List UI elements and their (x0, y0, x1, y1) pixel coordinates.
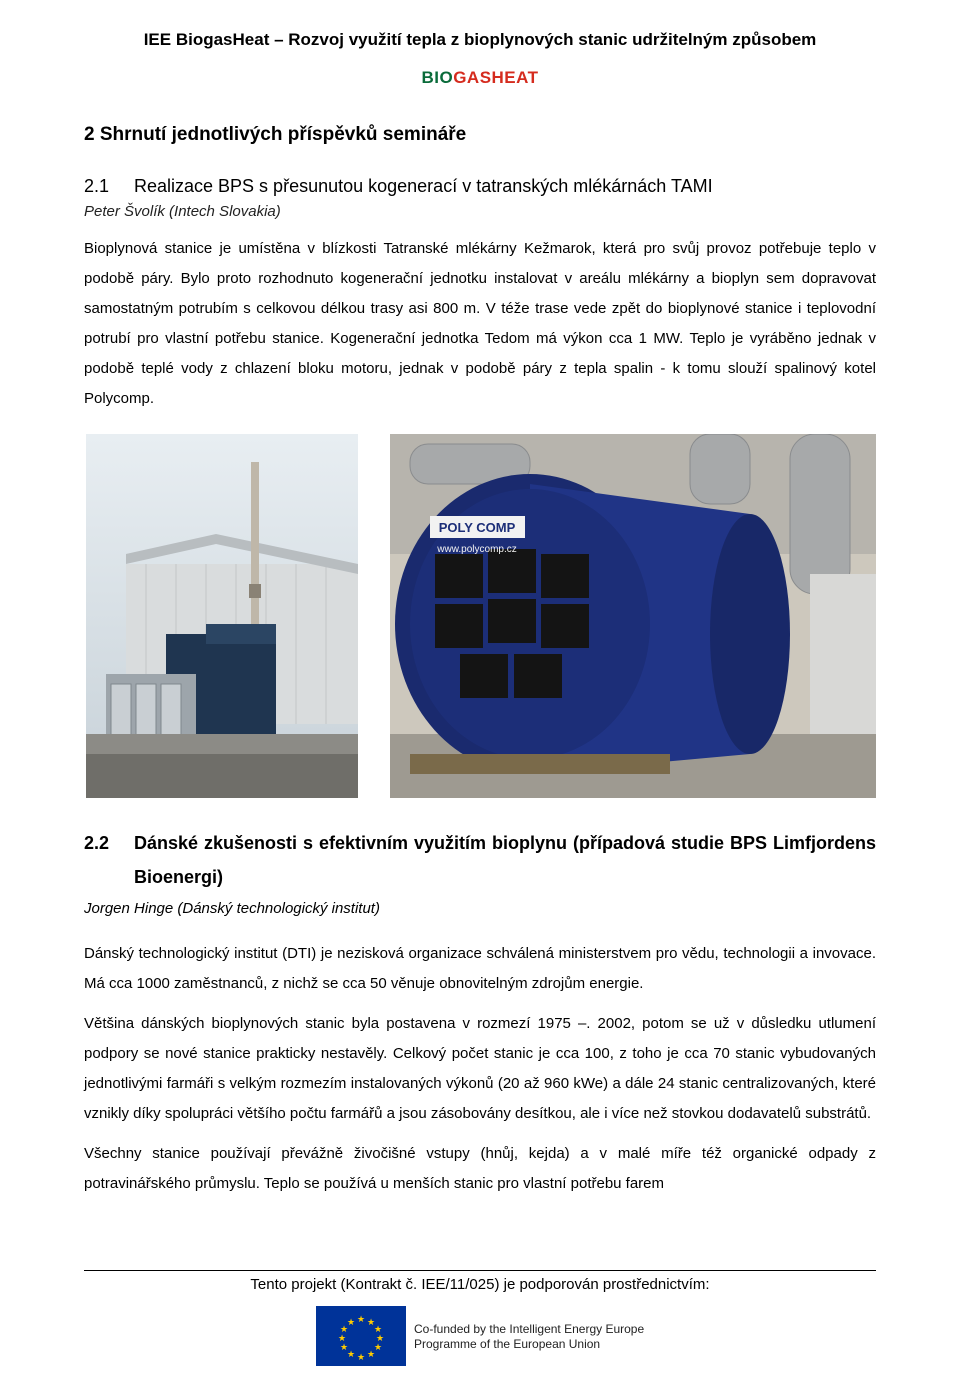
biogasheat-logo (0, 68, 960, 88)
boiler-illustration (390, 434, 876, 798)
svg-text:★: ★ (356, 1315, 366, 1325)
paragraph: Všechny stanice používají převážně živočišné vstupy (hnůj, kejda) a v malé míře též organické odpady z potravinářského průmyslu. Teplo se používá u menších stanic pro vlastní potřebu farem (84, 1145, 876, 1192)
author: Jorgen Hinge (Dánský technologický institut) (84, 900, 380, 917)
logo-part-2: GAS (453, 68, 492, 87)
svg-text:★: ★ (356, 1353, 366, 1363)
svg-text:★: ★ (346, 1318, 356, 1328)
svg-text:★: ★ (373, 1343, 383, 1353)
svg-text:★: ★ (339, 1343, 349, 1353)
subsection-2-2-heading (84, 826, 876, 894)
svg-text:★: ★ (337, 1334, 347, 1344)
eu-funding-text (414, 1322, 644, 1352)
svg-text:★: ★ (375, 1334, 385, 1344)
svg-text:★: ★ (346, 1350, 356, 1360)
footer-text: Tento projekt (Kontrakt č. IEE/11/025) je podporován prostřednictvím: (250, 1276, 710, 1293)
svg-text:★: ★ (366, 1350, 376, 1360)
svg-text:★: ★ (373, 1325, 383, 1335)
page-header: IEE BiogasHeat – Rozvoj využití tepla z bioplynových stanic udržitelným způsobem (143, 30, 817, 49)
paragraph: Většina dánských bioplynových stanic byla postavena v rozmezí 1975 –. 2002, potom se už v důsledku utlumení podpory se nové stanice prakticky nestavěly. Celkový počet stanic je cca 100, z toho je cca 70 stanic vybudovaných jednotlivými farmáři s velkým rozmezím instalovaných výkonů (20 až 960 kWe) a dále 24 stanic centralizovaných, které vznikly díky spolupráci většího počtu farmářů a jsou zásobovány desítkou, ale i více než stovkou dodavatelů substrátů. (84, 1015, 876, 1122)
subsection-title: Dánské zkušenosti s efektivním využitím bioplynu (případová studie BPS Limfjordens Bioenergi) (134, 833, 876, 887)
section-heading: 2 Shrnutí jednotlivých příspěvků semináře (84, 124, 467, 145)
subsection-number: 2.1 (84, 176, 110, 196)
paragraph: Dánský technologický institut (DTI) je nezisková organizace schválená ministerstvem pro vědu, technologii a invovace. Má cca 1000 zaměstnanců, z nichž se cca 50 věnuje obnovitelným zdrojům energie. (84, 945, 876, 992)
photo-row (84, 434, 876, 802)
biogas-plant-photo (86, 434, 358, 798)
biogas-plant-illustration (86, 434, 358, 798)
polycomp-boiler-photo (390, 434, 876, 798)
eu-flag-icon (316, 1306, 406, 1366)
footer-divider (84, 1270, 876, 1271)
logo-o-icon: O (439, 68, 454, 87)
subsection-title: Realizace BPS s přesunutou kogenerací v tatranských mlékárnách TAMI (134, 176, 713, 196)
author: Peter Švolík (Intech Slovakia) (84, 203, 281, 220)
boiler-url-text: www.polycomp.cz (437, 544, 517, 555)
subsection-number: 2.2 (84, 833, 110, 853)
eu-line-1: Co-funded by the Intelligent Energy Europe (414, 1322, 645, 1336)
eu-line-2: Programme of the European Union (414, 1337, 601, 1351)
paragraph: Bioplynová stanice je umístěna v blízkosti Tatranské mlékárny Kežmarok, která pro svůj provoz potřebuje teplo v podobě páry. Bylo proto rozhodnuto kogenerační jednotku instalovat v areálu mlékárny a bioplyn sem dopravovat samostatným potrubím s celkovou délkou trasy asi 800 m. V téže trase vede zpět do bioplynové stanice i teplovodní potrubí pro vlastní potřebu stanice. Kogenerační jednotka Tedom má výkon cca 1 MW. Teplo je vyráběno jednak v podobě teplé vody z chlazení bloku motoru, jednak v podobě páry z tepla spalin - k tomu slouží spalinový kotel Polycomp. (84, 240, 876, 407)
svg-text:★: ★ (366, 1318, 376, 1328)
svg-text:★: ★ (339, 1325, 349, 1335)
boiler-logo-text: POLY COMP (438, 520, 516, 535)
subsection-2-1-heading (84, 176, 876, 197)
logo-part-1: BI (421, 68, 440, 87)
logo-part-3: HEAT (491, 68, 539, 87)
document-body (84, 118, 876, 1199)
